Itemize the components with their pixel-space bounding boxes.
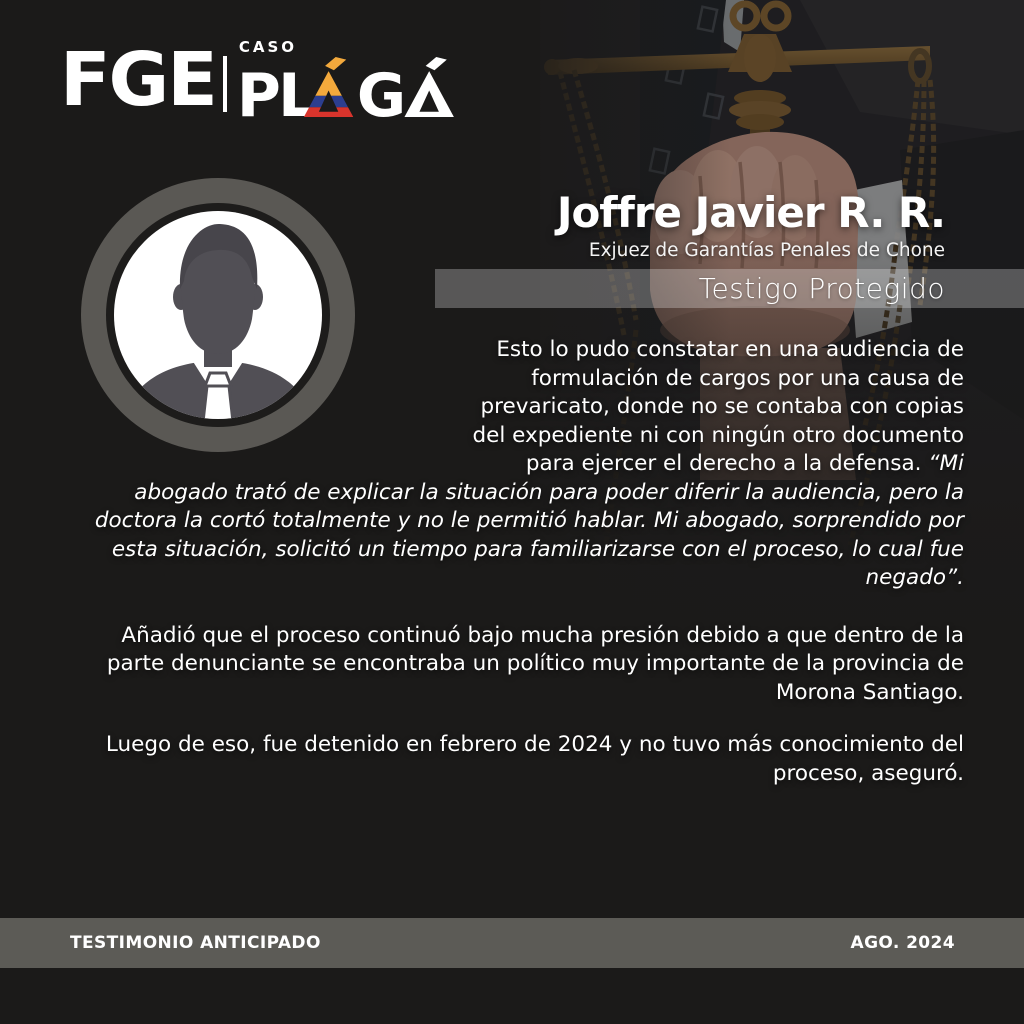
footer-date: AGO. 2024 (850, 933, 955, 953)
protected-witness-banner (435, 269, 1024, 308)
paragraph-2: Añadió que el proceso continuó bajo mucha presión debido a que dentro de la parte denunciante se encontraba un político muy importante de la provincia de Morona Santiago. (106, 622, 964, 705)
plaga-g-letter: G (356, 61, 406, 117)
plaga-wordmark (236, 57, 460, 117)
paragraph-1-quote: “Mi abogado trató de explicar la situación para poder diferir la audiencia, pero la doctora la cortó totalmente y no le permitió hablar. Mi abogado, sorprendido por esta situación, solicitó un tiempo para familiarizarse con el proceso, lo cual fue negado”. (94, 451, 964, 590)
white-a-accent (425, 57, 446, 70)
avatar-wrap-spacer (78, 336, 443, 454)
paragraph-1 (78, 336, 964, 593)
footer-left-label: TESTIMONIO ANTICIPADO (70, 933, 321, 953)
paragraph-3: Luego de eso, fue detenido en febrero de 2024 y no tuvo más conocimiento del proceso, aseguró. (105, 732, 964, 786)
protected-witness-label: Testigo Protegido (698, 272, 945, 305)
person-role: Exjuez de Garantías Penales de Chone (588, 240, 945, 262)
footer-bar (0, 918, 1024, 968)
white-a-glyph (404, 71, 453, 117)
logo-fge-caso-plaga (60, 37, 460, 123)
paragraph-1-regular: Esto lo pudo constatar en una audiencia de formulación de cargos por una causa de prevaricato, donde no se contaba con copias del expediente ni con ningún otro documento para ejercer el derecho a la defensa. (472, 337, 964, 476)
caso-label: CASO (238, 38, 298, 56)
witness-header (557, 190, 945, 261)
caso-plaga-stack (236, 38, 460, 117)
testimony-text (78, 336, 964, 788)
fge-logo-text: FGE (60, 37, 216, 123)
plaga-pl-letters: PL (236, 61, 314, 117)
logo-separator (223, 56, 227, 112)
person-name: Joffre Javier R. R. (556, 188, 945, 237)
tricolor-a-accent (325, 57, 346, 70)
